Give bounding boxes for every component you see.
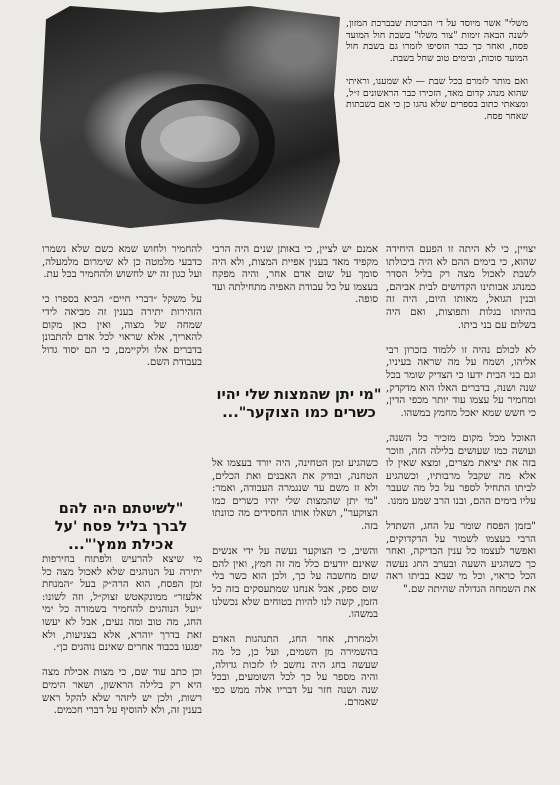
right-column: יצויין, כי לא היתה זו הפעם היחידה שהוא, כי בימים ההם לא היה ביכולתו לשבת לאכול מצה רק בליל הסדר כמנהג אבותינו הקדושים לבית אביהם, ובנין הגואל, מאותו היום, היה זה בהיותו בגלות ותפוצות, ואם היה בשלום עם בני ביתו. לא לכולם נהיה זו ללמוד בזכרון רבי אליהו, ושמח על מה שראה בעיניו, וגם בני הבית ידעו כי הצדיק שומר בכל שנה ושנה, בדברים האלו הוא מדקדק, ומחמיר על עצמו עוד יותר מכפי הדין, כי חשש שמא יאכל מחמץ במשהו. האוכל מכל מקום מזכיר כל השנה, ועושה כמו שעושים בלילה הזה, וזוכר בזה את יציאת מצרים, ומצא שאין לו אלא מה שקבל מרבותיו, וכשהגיע לביתו התחיל לספר על כל מה שעבר עליו בימים ההם, ובנו הרב שמע ממנו. "בזמן הפסח שומר על החג, השתדל הרבי בעצמו לשמור על הדקדוקים, ואפשר לעצמו כל ענין הבדיקה, ואחר כך כשהגיע השעה ובערב החג נעשה הכל כראוי, וכל מי שבא בביתו ראה את השמחה הגדולה שהיתה שם."	[386, 244, 536, 596]
middle-column	[208, 244, 378, 782]
middle-column-top: אמנם יש לציין, כי באותן שנים היה הרבי מקפיד מאד בענין אפיית המצות, ולא היה סומך על שום אדם אחר, והיה מפקח בעצמו על כל עבודת האפיה מתחילתה ועד סופה.	[208, 244, 378, 306]
photo-highlight	[160, 116, 240, 162]
top-right-column: משלי" אשר מיוסד על ד׳ הברכות שבברכת המזון, לשנה הבאה זימות "צור משלו" בשבת חול המועד פסח, ואחר כך כבר הוסיפו לזמרו גם בשבת חול המועד סוכות, ובימים טוב שחל בשבת. ואם מותר לזמרם בכל שבת — לא שמענו, וראיתי שהוא מנהג קדום מאד, הזכירו כבר הראשונים ז״ל, ומצאתי כתוב בספרים שלא נהגו כן כי אם בשבתות שאחר פסח.	[346, 18, 528, 122]
left-bottom-column: מי שיצא להרעיש ולפתוח בחירפות יתירה על הנוהגים שלא לאכול מצה כל זמן הפסח, הוא הרה״ק בעל ״המנחת אלעזר״ ממונקאטש זצוק״ל, וזה לשונו: ״ועל הנוהגים להחמיר בשמורה כל ימי החג, מה טוב ומה נעים, אבל לא יעשו זאת בדרך יוהרא, אלא בצניעות, ולא יפגעו בכבוד אחרים שאינם נוהגים כן״. וכן כתב עוד שם, כי מצות אכילת מצה היא רק בלילה הראשון, ושאר הימים רשות, ולכן יש ליזהר שלא להקל ראש בענין זה, ולא להוסיף על דברי חכמים.	[42, 554, 202, 717]
middle-heading: "מי יתן שהמצות שלי יהיו כשרים כמו הצוקער"...	[216, 387, 382, 421]
left-heading: "לשיטתם היה להם לברך בליל פסח 'על אכילת ממץ'"...	[54, 501, 188, 553]
left-top-column: להחמיר ולחוש שמא כשם שלא נשמרו כדבעי מלמטה כן לא שימרום מלמעלה, ועל כגון זה יש לחשוש ולהחמיר בכל עת. על משקל ״דברי חיים״ הביא בספרו כי הזהירות יתירה בענין זה מביאה לידי שמחה של מצוה, ואין כאן מקום להאריך, אלא שראוי לכל אדם להתבונן בדברים אלו ולקיימם, כי הם יסוד גדול בעבודת השם.	[42, 244, 202, 369]
middle-column-bottom: כשהגיע זמן הטחינה, היה יורד בעצמו אל הטחנה, ובודק את האבנים ואת הכלים, ולא זז משם עד שנגמרה העבודה, ואמר: "מי יתן שהמצות שלי יהיו כשרים כמו הצוקער", ושאלו אותו החסידים מה כוונתו בזה. והשיב, כי הצוקער נעשה על ידי אנשים שאינם יודעים כלל מה זה חמץ, ואין להם שום מחשבה על כך, ולכן הוא כשר בלי שום ספק, אבל אנחנו שמתעסקים בזה כל הזמן, קשה לנו להיות בטוחים שלא נכשלנו במשהו. ולמחרת, אחר החג, התנהגות האדם בהשמירה מן השמים, ועל כן, כל מה שעשה בחג היה נחשב לו לזכות גדולה, והיה מספר על כך לכל השומעים, ובכל שנה ושנה חזר על דבריו אלה ממש כפי שאמרם.	[212, 458, 378, 709]
archive-photo	[40, 6, 340, 228]
